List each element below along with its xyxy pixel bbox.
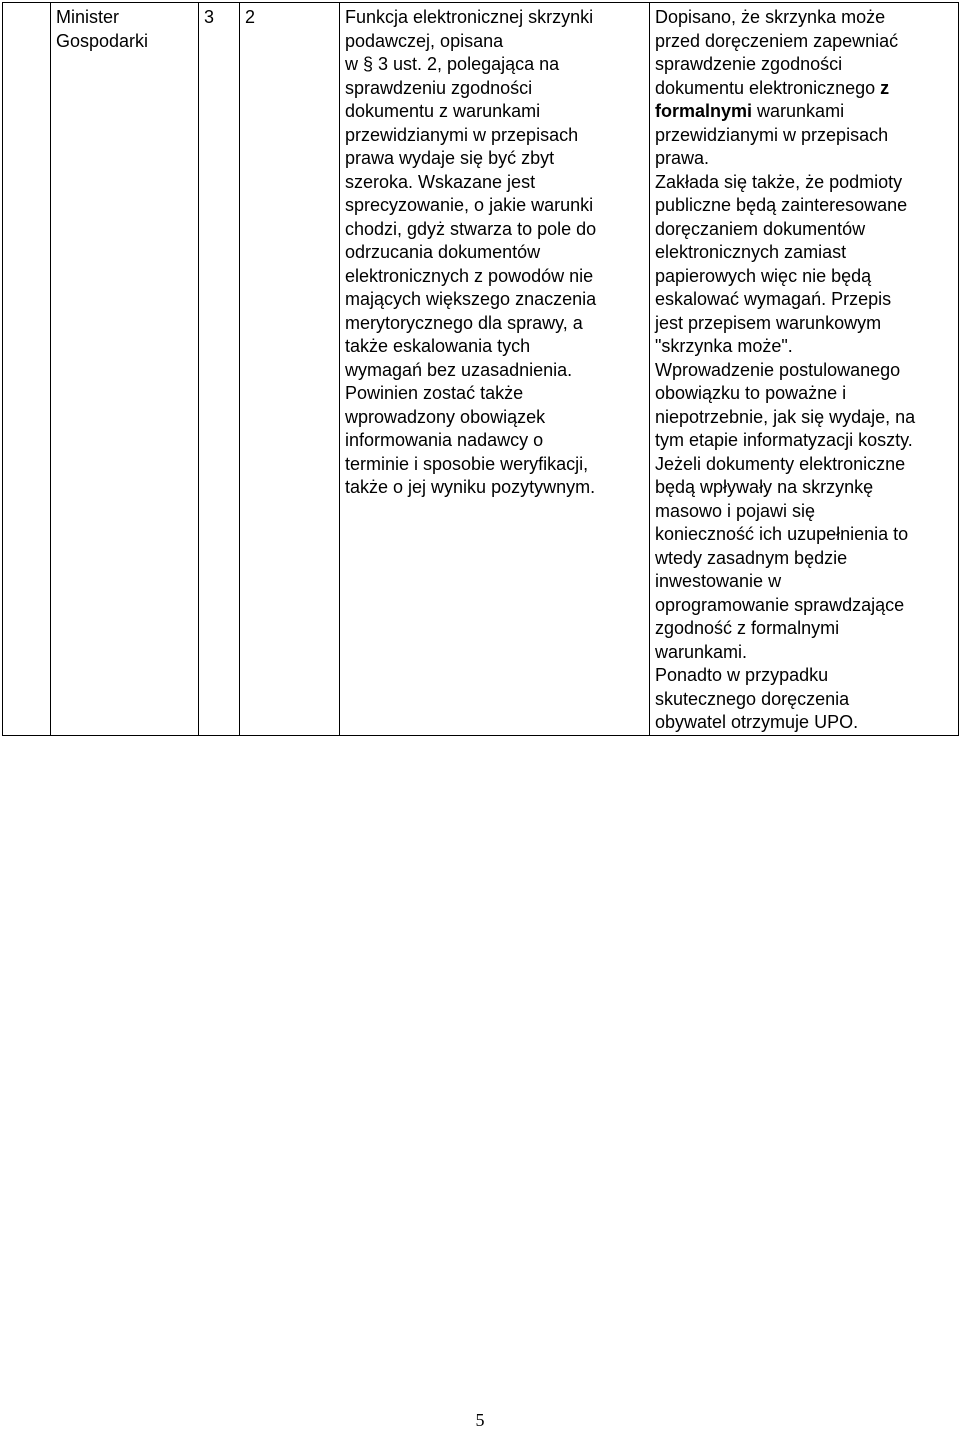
response-bold-1: z: [880, 77, 890, 98]
response-bold-2: formalnymi: [655, 101, 753, 121]
response-text-part2: warunkami przewidzianymi w przepisach prawa. Zakłada się także, że podmioty publiczne będą zainteresowane doręczaniem dokumentów elektronicznych zamiast papierowych więc nie będą eskalować wymagań. Przepis jest przepisem warunkowym "skrzynka może". Wprowadzenie postulowanego obowiązku to poważne i niepotrzebnie, jak się wydaje, na tym etapie informatyzacji koszty. Jeżeli dokumenty elektroniczne będą wpływały na skrzynkę masowo i pojawi się konieczność ich uzupełnienia to wtedy zasadnym będzie inwestowanie w oprogramowanie sprawdzające zgodność z formalnymi warunkami. Ponadto w przypadku skutecznego doręczenia obywatel otrzymuje UPO.: [655, 101, 916, 732]
article-cell: [199, 3, 240, 736]
response-text-part1: Dopisano, że skrzynka może przed doręczeniem zapewniać sprawdzenie zgodności dokumentu elektronicznego: [655, 7, 899, 98]
number-cell: [3, 3, 51, 736]
comment-text: Funkcja elektronicznej skrzynki podawczej, opisana w § 3 ust. 2, polegająca na sprawdzeniu zgodności dokumentu z warunkami przewidzianymi w przepisach prawa wydaje się być zbyt szeroka. Wskazane jest sprecyzowanie, o jakie warunki chodzi, gdyż stwarza to pole do odrzucania dokumentów elektronicznych z powodów nie mających większego znaczenia merytorycznego dla sprawy, a także eskalowania tych wymagań bez uzasadnienia. Powinien zostać także wprowadzony obowiązek informowania nadawcy o terminie i sposobie weryfikacji, także o jej wyniku pozytywnym.: [345, 7, 597, 497]
page-number: 5: [475, 1410, 485, 1430]
submitter-cell: [51, 3, 199, 736]
paragraph-text: 2: [245, 7, 256, 27]
paragraph-cell: [240, 3, 340, 736]
response-cell: [650, 3, 959, 736]
comments-table: [2, 2, 959, 736]
article-text: 3: [204, 7, 215, 27]
response-text: [655, 6, 954, 735]
table-row: [3, 3, 959, 736]
comment-cell: [340, 3, 650, 736]
submitter-text: Minister Gospodarki: [56, 7, 149, 51]
